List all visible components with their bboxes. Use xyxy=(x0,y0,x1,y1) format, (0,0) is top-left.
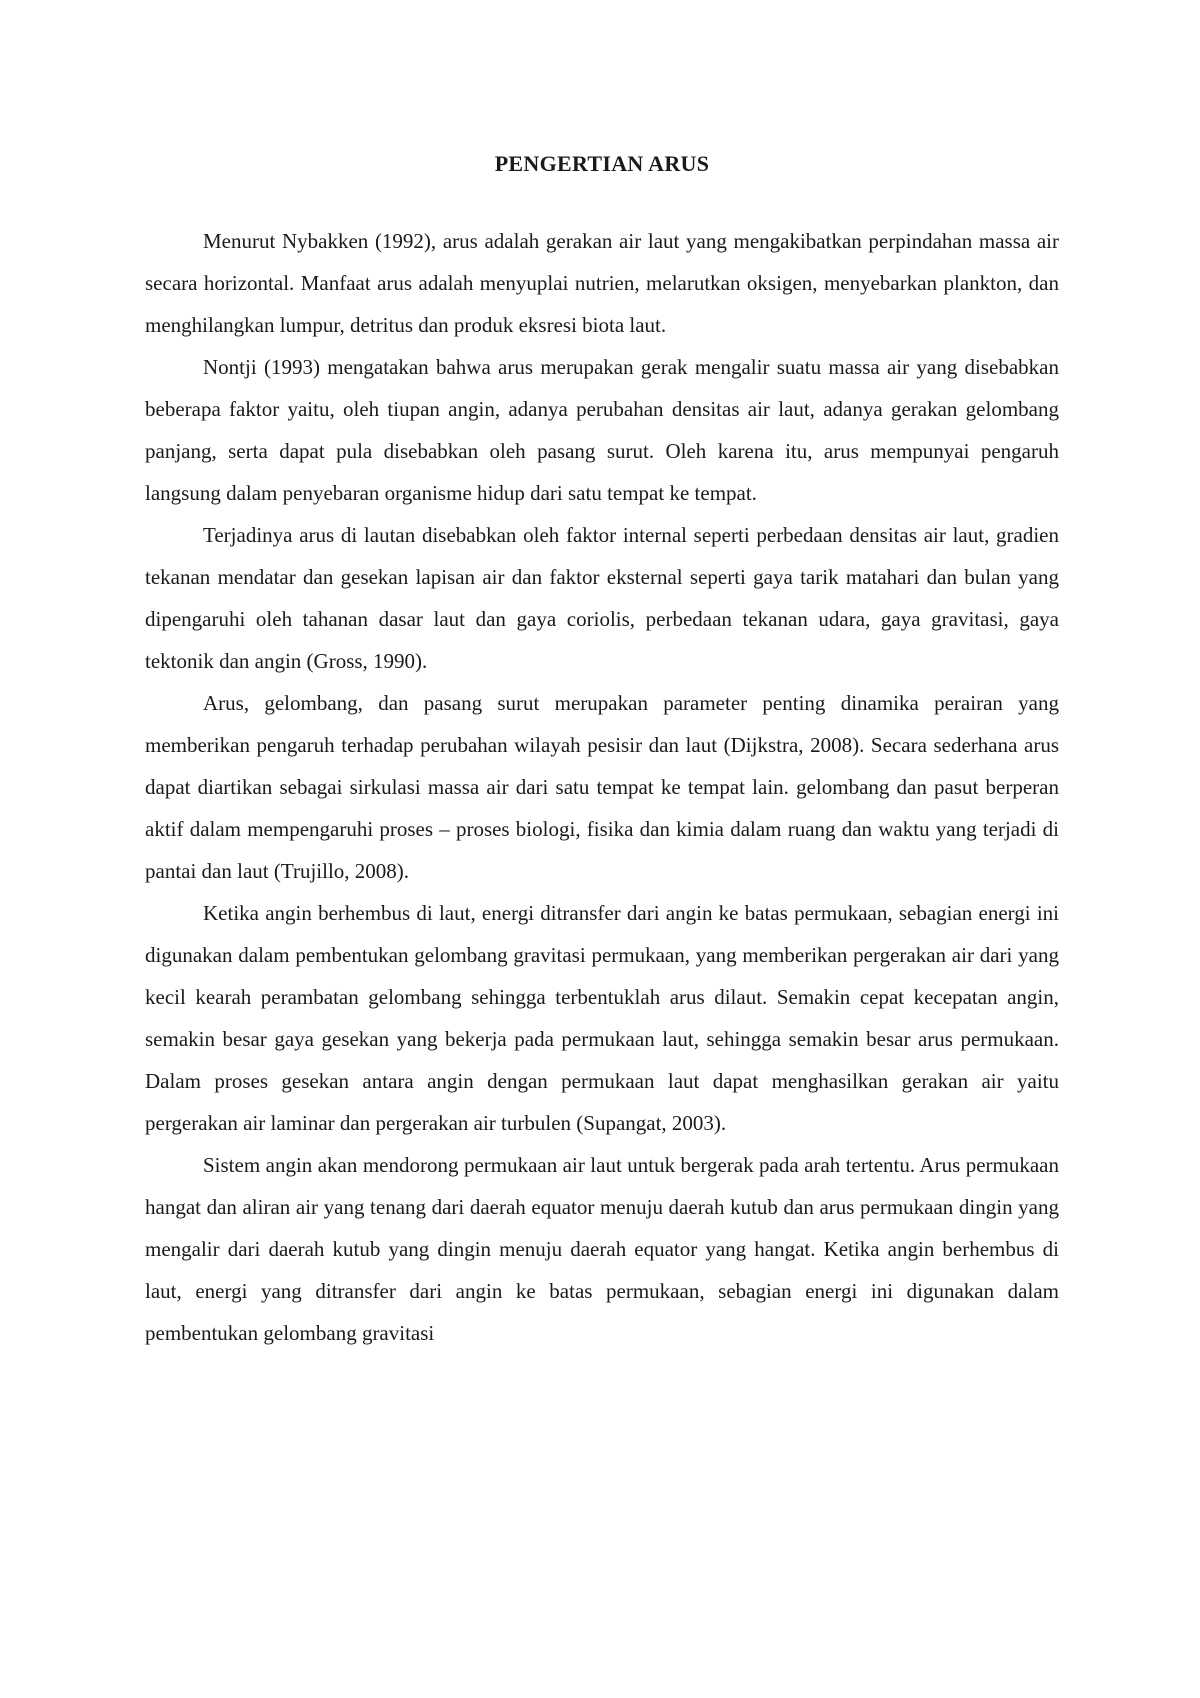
paragraph-6: Sistem angin akan mendorong permukaan air laut untuk bergerak pada arah tertentu. Arus permukaan hangat dan aliran air yang tenang dari daerah equator menuju daerah kutub dan arus permukaan dingin yang mengalir dari daerah kutub yang dingin menuju daerah equator yang hangat. Ketika angin berhembus di laut, energi yang ditransfer dari angin ke batas permukaan, sebagian energi ini digunakan dalam pembentukan gelombang gravitasi xyxy=(145,1153,1059,1345)
document-page xyxy=(145,148,1059,1354)
paragraph-1: Menurut Nybakken (1992), arus adalah gerakan air laut yang mengakibatkan perpindahan massa air secara horizontal. Manfaat arus adalah menyuplai nutrien, melarutkan oksigen, menyebarkan plankton, dan menghilangkan lumpur, detritus dan produk eksresi biota laut. xyxy=(145,229,1059,337)
page-title: PENGERTIAN ARUS xyxy=(494,151,710,176)
paragraph-4: Arus, gelombang, dan pasang surut merupakan parameter penting dinamika perairan yang memberikan pengaruh terhadap perubahan wilayah pesisir dan laut (Dijkstra, 2008). Secara sederhana arus dapat diartikan sebagai sirkulasi massa air dari satu tempat ke tempat lain. gelombang dan pasut berperan aktif dalam mempengaruhi proses – proses biologi, fisika dan kimia dalam ruang dan waktu yang terjadi di pantai dan laut (Trujillo, 2008). xyxy=(145,691,1059,883)
paragraph-5: Ketika angin berhembus di laut, energi ditransfer dari angin ke batas permukaan, sebagian energi ini digunakan dalam pembentukan gelombang gravitasi permukaan, yang memberikan pergerakan air dari yang kecil kearah perambatan gelombang sehingga terbentuklah arus dilaut. Semakin cepat kecepatan angin, semakin besar gaya gesekan yang bekerja pada permukaan laut, sehingga semakin besar arus permukaan. Dalam proses gesekan antara angin dengan permukaan laut dapat menghasilkan gerakan air yaitu pergerakan air laminar dan pergerakan air turbulen (Supangat, 2003). xyxy=(145,901,1059,1135)
paragraph-3: Terjadinya arus di lautan disebabkan oleh faktor internal seperti perbedaan densitas air laut, gradien tekanan mendatar dan gesekan lapisan air dan faktor eksternal seperti gaya tarik matahari dan bulan yang dipengaruhi oleh tahanan dasar laut dan gaya coriolis, perbedaan tekanan udara, gaya gravitasi, gaya tektonik dan angin (Gross, 1990). xyxy=(145,523,1059,673)
paragraph-2: Nontji (1993) mengatakan bahwa arus merupakan gerak mengalir suatu massa air yang disebabkan beberapa faktor yaitu, oleh tiupan angin, adanya perubahan densitas air laut, adanya gerakan gelombang panjang, serta dapat pula disebabkan oleh pasang surut. Oleh karena itu, arus mempunyai pengaruh langsung dalam penyebaran organisme hidup dari satu tempat ke tempat. xyxy=(145,355,1059,505)
